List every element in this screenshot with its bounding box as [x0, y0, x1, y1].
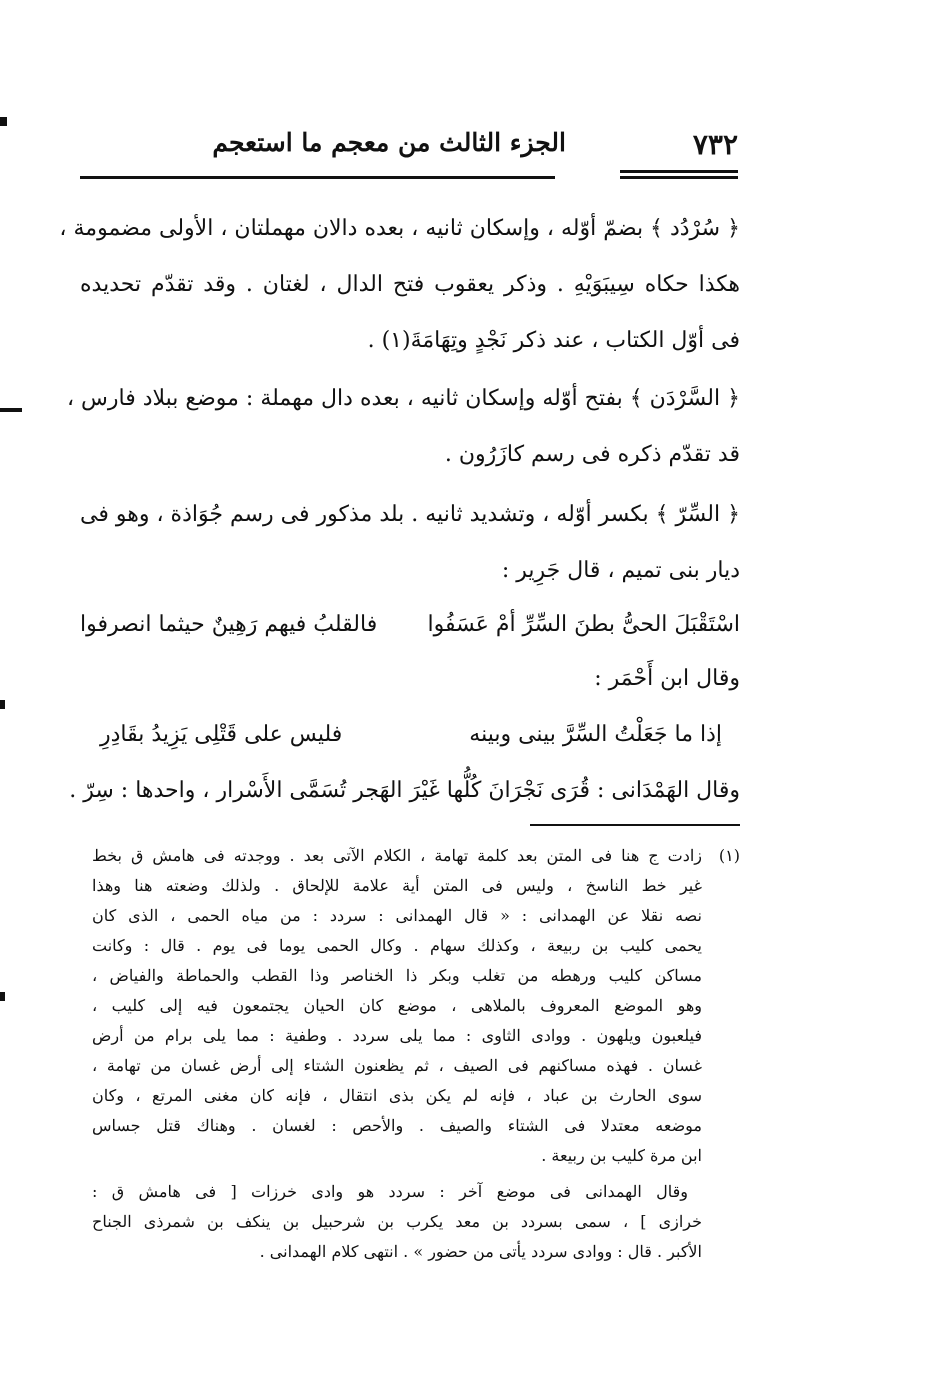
- footnote-line: وقال الهمدانى فى موضع آخر : سردد هو وادى خرزات [ فى هامش ق :: [92, 1182, 688, 1201]
- verse-line: [100, 718, 722, 752]
- footnote-line: زادت ج هنا فى المتن بعد كلمة تهامة ، الكلام الآتى بعد . ووجدته فى هامش ق بخط: [92, 846, 702, 865]
- scan-edge-mark: [0, 117, 7, 126]
- scan-edge-mark: [0, 992, 5, 1001]
- entry-line: ﴿ سُرْدُد ﴾ بضمّ أوّله ، وإسكان ثانيه ، بعده دالان مهملتان ، الأولى مضمومة ،: [59, 216, 740, 241]
- footnote-line: ابن مرة كليب بن ربيعة .: [541, 1146, 702, 1165]
- header-rule: [80, 176, 738, 179]
- running-title: الجزء الثالث من معجم ما استعجم: [212, 128, 566, 157]
- entry-line: ﴿ السِّرّ ﴾ بكسر أوّله ، وتشديد ثانيه . بلد مذكور فى رسم جُوَاذة ، وهو فى: [80, 502, 740, 527]
- footnote-marker: (١): [718, 846, 740, 865]
- footnote-rule: [530, 824, 740, 826]
- footnote-line: فيلعبون ويلهون . ووادى الثاوى : مما يلى سردد . وطفية : مما يلى برام من أرض: [92, 1026, 702, 1045]
- footnote-line: غير خط الناسخ ، وليس فى المتن أية علامة للإلحاق . ولذلك وضعته هنا وهذا: [92, 876, 702, 895]
- verse-hemistich: فالقلبُ فيهم رَهِينٌ حيثما انصرفوا: [80, 612, 378, 637]
- footnote-line: موضعه معتدلا فى الشتاء والصيف . والأحص : لغسان . وهناك قتل جساس: [92, 1116, 702, 1135]
- verse-hemistich: اسْتَقْبَلَ الحىُّ بطنَ السِّرِّ أمْ عَسَفُوا: [427, 612, 740, 637]
- verse-hemistich: فليس على قَتْلِى يَزِيدُ بقَادِرِ: [100, 722, 343, 747]
- footnote-line: نصه نقلا عن الهمدانى : « قال الهمدانى : سردد : من مياه الحمى ، الذى كان: [92, 906, 702, 925]
- footnote-line: سوى الحارث بن عباد ، فإنه لم يكن بذى انتقال ، فإنه كان مغنى المرتع ، وكان: [92, 1086, 702, 1105]
- footnote-line: يحمى كليب بن ربيعة ، وكذلك سهام . وكال الحمى يوما فى يوم . قال : وكانت: [92, 936, 702, 955]
- verse-hemistich: إذا ما جَعَلْتُ السِّرَّ بينى وبينه: [469, 722, 722, 747]
- entry-line: ديار بنى تميم ، قال جَرِير :: [501, 558, 740, 583]
- entry-line: فى أوّل الكتاب ، عند ذكر نَجْدٍ وتِهَامَةَ(١) .: [367, 328, 740, 353]
- page-header: [80, 128, 738, 174]
- scan-edge-mark: [0, 408, 22, 412]
- header-rule-gap: [555, 170, 620, 182]
- footnote-line: غسان . فهذه مساكنهم فى الصيف ، ثم يظعنون الشتاء إلى أرض غسان من تهامة ،: [92, 1056, 702, 1075]
- footnote-line: مساكن كليب ورهطه من تغلب وبكر ذا الخناصر وذا القطب والحماطة والفياض ،: [92, 966, 702, 985]
- scan-edge-mark: [0, 700, 5, 709]
- entry-line: ﴿ السَّرْدَن ﴾ بفتح أوّله وإسكان ثانيه ، بعده دال مهملة : موضع ببلاد فارس ،: [66, 386, 740, 411]
- page-number: ٧٣٢: [692, 128, 738, 161]
- footnote-line: خرازى ] ، سمى بسردد بن معد يكرب بن شرحبيل بن ينكف بن شمرذى الجناح: [92, 1212, 702, 1231]
- verse-line: [80, 608, 740, 642]
- footnote-line: وهو الموضع المعروف بالملاهى ، موضع كان الحيان يجتمعون فيه إلى كليب ،: [92, 996, 702, 1015]
- entry-line: قد تقدّم ذكره فى رسم كازَرُون .: [444, 442, 740, 467]
- verse-intro: وقال ابن أَحْمَر :: [594, 666, 740, 691]
- entry-line: وقال الهَمْدَانى : قُرَى نَجْرَانَ كُلُّها غَيْرَ الهَجر تُسَمَّى الأَسْرار ، واحدها : سِرّ .: [69, 778, 740, 803]
- header-rule-right: [620, 170, 738, 173]
- footnote-line: الأكبر . قال : ووادى سردد يأتى من حضور » . انتهى كلام الهمدانى .: [259, 1242, 702, 1261]
- entry-line: هكذا حكاه سِيبَوَيْهِ . وذكر يعقوب فتح الدال ، لغتان . وقد تقدّم تحديده: [80, 272, 740, 297]
